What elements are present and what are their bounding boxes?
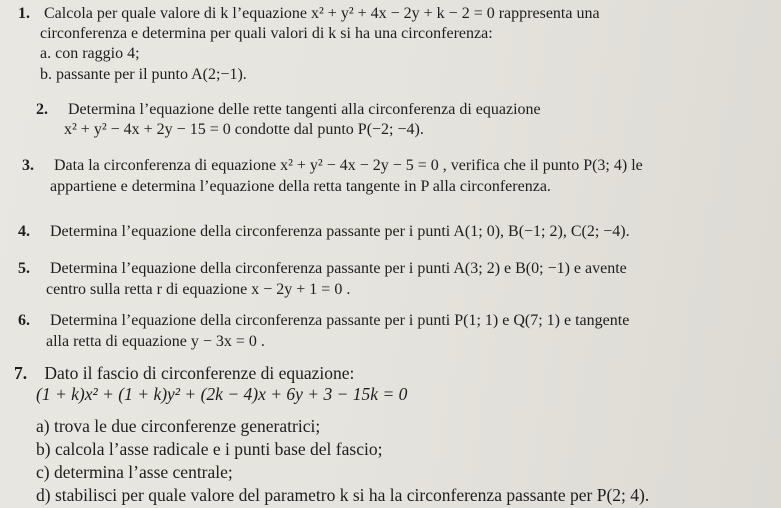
exercise-5 <box>18 259 627 279</box>
exercise-3 <box>22 156 643 176</box>
exercise-7-item-b: b) calcola l’asse radicale e i punti base del fascio; <box>36 439 383 459</box>
exercise-5-line-2: centro sulla retta r di equazione x − 2y + 1 = 0 . <box>46 281 351 298</box>
exercise-7-equation: (1 + k)x² + (1 + k)y² + (2k − 4)x + 6y + 3 − 15k = 0 <box>36 384 408 404</box>
exercise-7-item-a: a) trova le due circonferenze generatrici; <box>36 416 321 436</box>
exercise-4 <box>18 222 630 242</box>
exercise-7-number: 7. <box>14 363 28 383</box>
exercise-1-number: 1. <box>18 5 30 22</box>
exercise-2 <box>36 100 541 120</box>
exercise-1 <box>18 4 600 24</box>
exercise-7-item-d: d) stabilisci per quale valore del parametro k si ha la circonferenza passante per P(2; 4). <box>36 485 650 505</box>
exercise-4-line-1: Determina l’equazione della circonferenza passante per i punti A(1; 0), B(−1; 2), C(2; −4). <box>50 223 630 240</box>
exercise-4-number: 4. <box>18 223 30 240</box>
exercise-2-line-2: x² + y² − 4x + 2y − 15 = 0 condotte dal punto P(−2; −4). <box>64 121 424 138</box>
exercise-5-line-1: Determina l’equazione della circonferenza passante per i punti A(3; 2) e B(0; −1) e avente <box>50 260 627 277</box>
exercise-6-number: 6. <box>18 312 30 329</box>
exercise-2-line-1: Determina l’equazione delle rette tangenti alla circonferenza di equazione <box>68 101 541 118</box>
exercise-2-number: 2. <box>36 101 48 118</box>
exercise-6 <box>18 311 629 331</box>
exercise-6-line-1: Determina l’equazione della circonferenza passante per i punti P(1; 1) e Q(7; 1) e tangente <box>50 312 630 329</box>
exercise-6-line-2: alla retta di equazione y − 3x = 0 . <box>46 333 265 350</box>
exercise-7-item-c: c) determina l’asse centrale; <box>36 462 233 482</box>
exercise-3-number: 3. <box>22 157 34 174</box>
exercise-5-number: 5. <box>18 260 30 277</box>
exercise-1-item-b: b. passante per il punto A(2;−1). <box>40 66 247 83</box>
exercise-1-line-1: Calcola per quale valore di k l’equazione x² + y² + 4x − 2y + k − 2 = 0 rappresenta una <box>44 5 600 22</box>
exercise-7 <box>14 363 354 383</box>
exercise-1-line-2: circonferenza e determina per quali valori di k si ha una circonferenza: <box>40 25 493 42</box>
exercise-1-item-a: a. con raggio 4; <box>40 45 140 62</box>
exercise-3-line-2: appartiene e determina l’equazione della retta tangente in P alla circonferenza. <box>50 178 551 195</box>
exercise-3-line-1: Data la circonferenza di equazione x² + y² − 4x − 2y − 5 = 0 , verifica che il punto P(3; 4) le <box>54 157 643 174</box>
exercise-7-line-1: Dato il fascio di circonferenze di equazione: <box>44 363 355 383</box>
